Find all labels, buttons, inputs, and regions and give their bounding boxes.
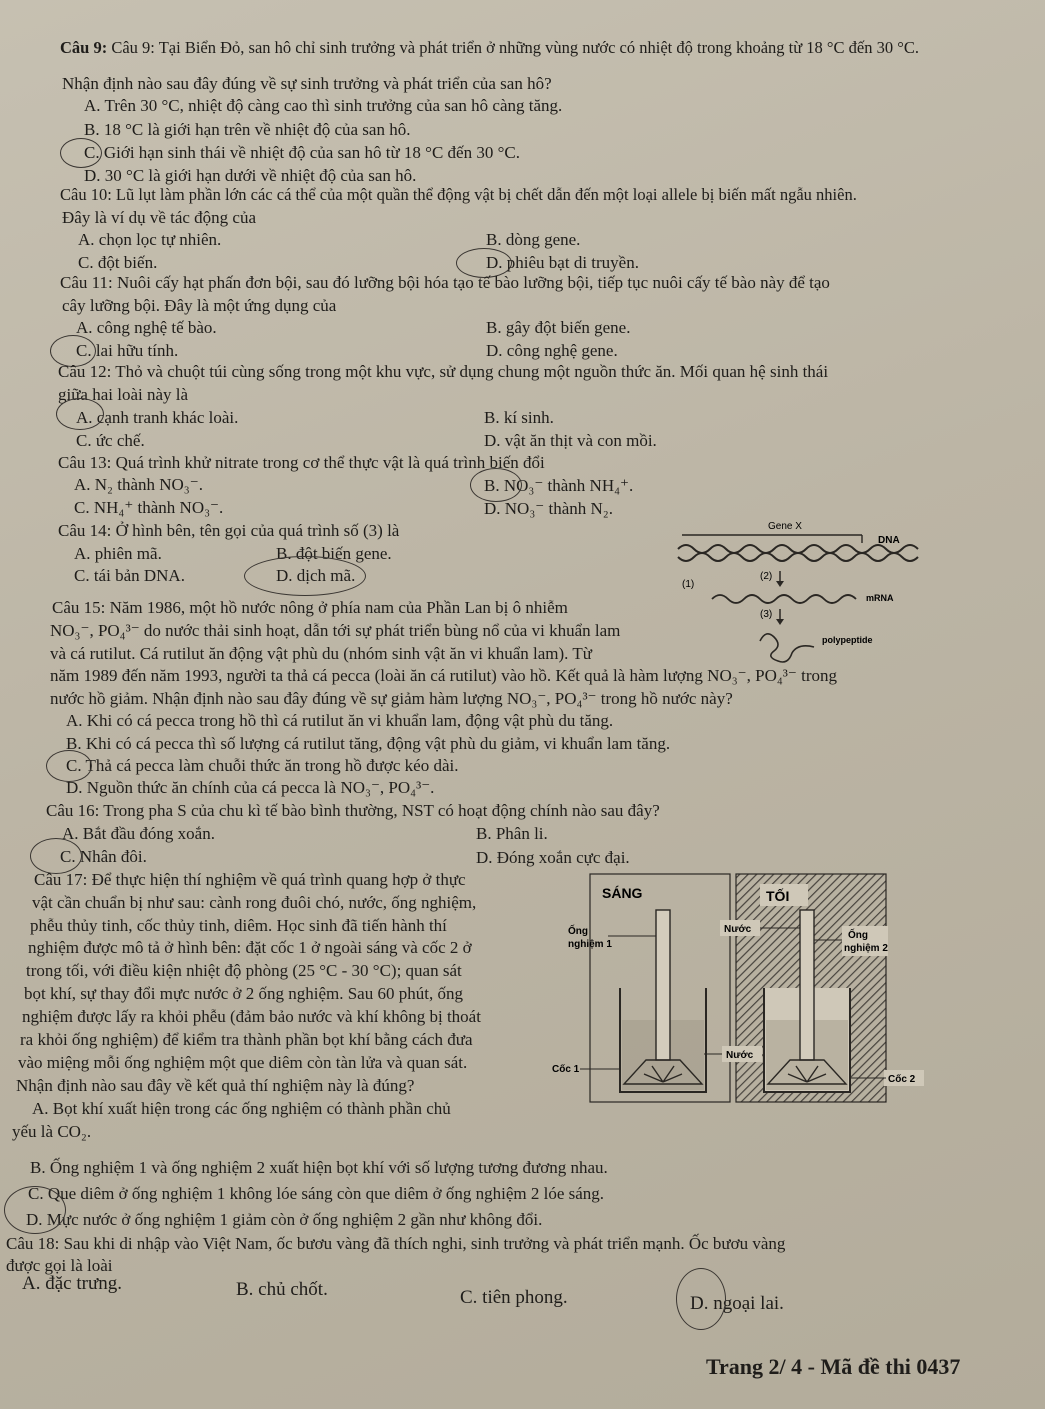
q16-option-a: A. Bắt đầu đóng xoắn. <box>62 824 215 843</box>
q9-option-c: C. Giới hạn sinh thái về nhiệt độ của san hô từ 18 °C đến 30 °C. <box>84 143 520 162</box>
q11-option-a: A. công nghệ tế bào. <box>76 318 217 337</box>
step-1-label: (1) <box>682 579 695 590</box>
q15-line1: Câu 15: Năm 1986, một hồ nước nông ở phía nam của Phần Lan bị ô nhiễm <box>52 598 568 617</box>
tube-1 <box>656 910 670 1060</box>
arrow-3-head <box>776 619 784 625</box>
q13-stem: Câu 13: Quá trình khử nitrate trong cơ thể thực vật là quá trình biến đổi <box>58 453 545 472</box>
dna-label: DNA <box>878 535 900 546</box>
q17-line7: nghiệm được lấy ra khỏi phễu (đảm bảo nước và khí không bị thoát <box>22 1007 481 1026</box>
light-label: SÁNG <box>602 885 643 901</box>
q16-option-b: B. Phân li. <box>476 824 548 843</box>
q18-stem-line1: Câu 18: Sau khi di nhập vào Việt Nam, ốc bươu vàng đã thích nghi, sinh trưởng và phát triển mạnh. Ốc bươu vàng <box>6 1234 786 1253</box>
q15-line2: NO₃⁻, PO₄³⁻ do nước thải sinh hoạt, dẫn tới sự phát triển bùng nổ của vi khuẩn lam <box>50 621 621 640</box>
q13-option-c: C. NH₄⁺ thành NO₃⁻. <box>74 498 224 517</box>
q10-option-c: C. đột biến. <box>78 253 158 272</box>
q14-option-a: A. phiên mã. <box>74 544 162 563</box>
q17-line8: ra khỏi ống nghiệm) để kiểm tra thành phần bọt khí bằng cách đưa <box>20 1030 473 1049</box>
q10-stem-line1: Câu 10: Lũ lụt làm phần lớn các cá thể của một quần thể động vật bị chết dẫn đến một loại allele bị biến mất ngẫu nhiên. <box>60 185 857 204</box>
q9-option-d: D. 30 °C là giới hạn dưới về nhiệt độ của san hô. <box>84 166 417 185</box>
polypeptide-chain <box>760 634 814 662</box>
q9-option-b: B. 18 °C là giới hạn trên về nhiệt độ của san hô. <box>84 120 411 139</box>
q15-option-d: D. Nguồn thức ăn chính của cá pecca là NO₃⁻, PO₄³⁻. <box>66 778 435 797</box>
q15-line3: và cá rutilut. Cá rutilut ăn động vật phù du (nhóm sinh vật ăn vi khuẩn lam). Từ <box>50 644 592 663</box>
q10-option-a: A. chọn lọc tự nhiên. <box>78 230 222 249</box>
q17-option-a-line2: yếu là CO₂. <box>12 1122 92 1141</box>
step-2-label: (2) <box>760 571 773 582</box>
q13-option-a: A. N₂ thành NO₃⁻. <box>74 475 203 494</box>
q12-stem-line2: giữa hai loài này là <box>58 385 189 404</box>
q10-option-d: D. phiêu bạt di truyền. <box>486 253 639 272</box>
q9-option-a: A. Trên 30 °C, nhiệt độ càng cao thì sinh trưởng của san hô càng tăng. <box>84 96 563 115</box>
q17-line4: nghiệm được mô tả ở hình bên: đặt cốc 1 ở ngoài sáng và cốc 2 ở <box>28 938 472 957</box>
q14-stem: Câu 14: Ở hình bên, tên gọi của quá trình số (3) là <box>58 521 400 540</box>
water-label-1: Nước <box>726 1050 754 1061</box>
tube-1-label-b: nghiệm 1 <box>568 939 612 950</box>
q15-option-b: B. Khi có cá pecca thì số lượng cá rutilut tăng, động vật phù du giảm, vi khuẩn lam tăng. <box>66 734 671 753</box>
q15-line5: nước hồ giảm. Nhận định nào sau đây đúng về sự giảm hàm lượng NO₃⁻, PO₄³⁻ trong hồ nước này? <box>50 689 733 708</box>
q18-option-a: A. đặc trưng. <box>22 1273 122 1294</box>
q11-stem-line2: cây lưỡng bội. Đây là một ứng dụng của <box>62 296 337 315</box>
q17-line5: trong tối, với điều kiện nhiệt độ phòng (25 °C - 30 °C); quan sát <box>26 961 462 980</box>
q9-stem-line1: Câu 9: Câu 9: Tại Biển Đỏ, san hô chỉ sinh trưởng và phát triển ở những vùng nước có nhiệt độ trong khoảng từ 18 °C đến 30 °C. <box>60 38 919 57</box>
q11-option-c: C. lai hữu tính. <box>76 341 179 360</box>
q17-option-a-line1: A. Bọt khí xuất hiện trong các ống nghiệm có thành phần chủ <box>32 1099 451 1118</box>
answer-mark-q14 <box>244 556 366 596</box>
q15-option-a: A. Khi có cá pecca trong hồ thì cá rutilut ăn vi khuẩn lam, động vật phù du tăng. <box>66 711 614 730</box>
dna-strand-1 <box>678 545 918 553</box>
answer-mark-q18 <box>676 1268 726 1330</box>
tube-2 <box>800 910 814 1060</box>
q12-option-c: C. ức chế. <box>76 431 145 450</box>
q17-line10: Nhận định nào sau đây về kết quả thí nghiệm này là đúng? <box>16 1076 415 1095</box>
q14-option-c: C. tái bản DNA. <box>74 566 185 585</box>
q17-option-d: D. Mực nước ở ống nghiệm 1 giảm còn ở ống nghiệm 2 gần như không đổi. <box>26 1210 543 1229</box>
q12-option-d: D. vật ăn thịt và con mồi. <box>484 431 657 450</box>
q12-option-a: A. cạnh tranh khác loài. <box>76 408 239 427</box>
tube-1-label-a: Ống <box>568 926 588 937</box>
q17-line2: vật cần chuẩn bị như sau: cành rong đuôi chó, nước, ống nghiệm, <box>32 893 477 912</box>
answer-mark-q13 <box>470 468 522 502</box>
q13-option-d: D. NO₃⁻ thành N₂. <box>484 499 613 518</box>
q17-line6: bọt khí, sự thay đổi mực nước ở 2 ống nghiệm. Sau 60 phút, ống <box>24 984 463 1003</box>
gene-expression-figure <box>672 515 942 665</box>
photosynthesis-experiment-figure <box>548 870 928 1108</box>
cup-2-label: Cốc 2 <box>888 1074 916 1085</box>
answer-mark-q17 <box>4 1186 66 1234</box>
q18-option-b: B. chủ chốt. <box>236 1279 328 1300</box>
answer-mark-q12 <box>56 398 104 430</box>
q16-option-d: D. Đóng xoắn cực đại. <box>476 848 630 867</box>
q11-stem-line1: Câu 11: Nuôi cấy hạt phấn đơn bội, sau đó lưỡng bội hóa tạo tế bào lưỡng bội, tiếp tục nuôi cấy tế bào này để tạo <box>60 273 830 292</box>
q14-option-b: B. đột biến gene. <box>276 544 392 563</box>
answer-mark-q9 <box>60 138 102 168</box>
arrow-2-head <box>776 581 784 587</box>
mrna-label: mRNA <box>866 593 894 603</box>
answer-mark-q15 <box>46 750 92 782</box>
step-3-label: (3) <box>760 609 773 620</box>
q12-stem-line1: Câu 12: Thỏ và chuột túi cùng sống trong một khu vực, sử dụng chung một nguồn thức ăn. Mối quan hệ sinh thái <box>58 362 829 381</box>
q13-option-b: B. NO₃⁻ thành NH₄⁺. <box>484 476 634 495</box>
q17-option-c: C. Que diêm ở ống nghiệm 1 không lóe sáng còn que diêm ở ống nghiệm 2 lóe sáng. <box>28 1184 605 1203</box>
q14-option-d: D. dịch mã. <box>276 566 356 585</box>
q17-option-b: B. Ống nghiệm 1 và ống nghiệm 2 xuất hiện bọt khí với số lượng tương đương nhau. <box>30 1158 608 1177</box>
answer-mark-q16 <box>30 838 82 874</box>
tube-2-label-a: Ống <box>848 930 868 941</box>
cup-1-label: Cốc 1 <box>552 1064 580 1075</box>
q17-line1: Câu 17: Để thực hiện thí nghiệm về quá trình quang hợp ở thực <box>34 870 466 889</box>
polypeptide-label: polypeptide <box>822 635 873 645</box>
q12-option-b: B. kí sinh. <box>484 408 554 427</box>
tube-2-label-b: nghiệm 2 <box>844 943 888 954</box>
water-label-2: Nước <box>724 924 752 935</box>
q15-line4: năm 1989 đến năm 1993, người ta thả cá pecca (loài ăn cá rutilut) vào hồ. Kết quả là hàm lượng NO₃⁻, PO₄³⁻ trong <box>50 666 837 685</box>
q18-option-d: D. ngoại lai. <box>690 1293 784 1314</box>
dna-strand-2 <box>678 553 918 561</box>
q11-option-b: B. gây đột biến gene. <box>486 318 631 337</box>
gene-x-label: Gene X <box>768 521 802 532</box>
q10-option-b: B. dòng gene. <box>486 230 581 249</box>
q11-option-d: D. công nghệ gene. <box>486 341 618 360</box>
q16-option-c: C. Nhân đôi. <box>60 847 147 866</box>
q16-stem: Câu 16: Trong pha S của chu kì tế bào bình thường, NST có hoạt động chính nào sau đây? <box>46 801 660 820</box>
page-footer: Trang 2/ 4 - Mã đề thi 0437 <box>706 1354 961 1379</box>
q10-stem-line2: Đây là ví dụ về tác động của <box>62 208 257 227</box>
q17-line3: phễu thủy tinh, cốc thủy tinh, diêm. Học sinh đã tiến hành thí <box>30 916 447 935</box>
q18-stem-line2: được gọi là loài <box>6 1256 113 1275</box>
q9-stem1-text: Câu 9: Tại Biển Đỏ, san hô chỉ sinh trưởng và phát triển ở những vùng nước có nhiệt độ trong khoảng từ 18 °C đến 30 °C. <box>111 38 919 57</box>
q18-option-c: C. tiên phong. <box>460 1287 568 1308</box>
mrna-strand <box>712 595 856 603</box>
q15-option-c: C. Thả cá pecca làm chuỗi thức ăn trong hồ được kéo dài. <box>66 756 459 775</box>
dark-label: TỐI <box>766 888 790 904</box>
q9-stem-line2: Nhận định nào sau đây đúng về sự sinh trưởng và phát triển của san hô? <box>62 74 552 93</box>
q17-line9: vào miệng mỗi ống nghiệm một que diêm còn tàn lửa và quan sát. <box>18 1053 468 1072</box>
